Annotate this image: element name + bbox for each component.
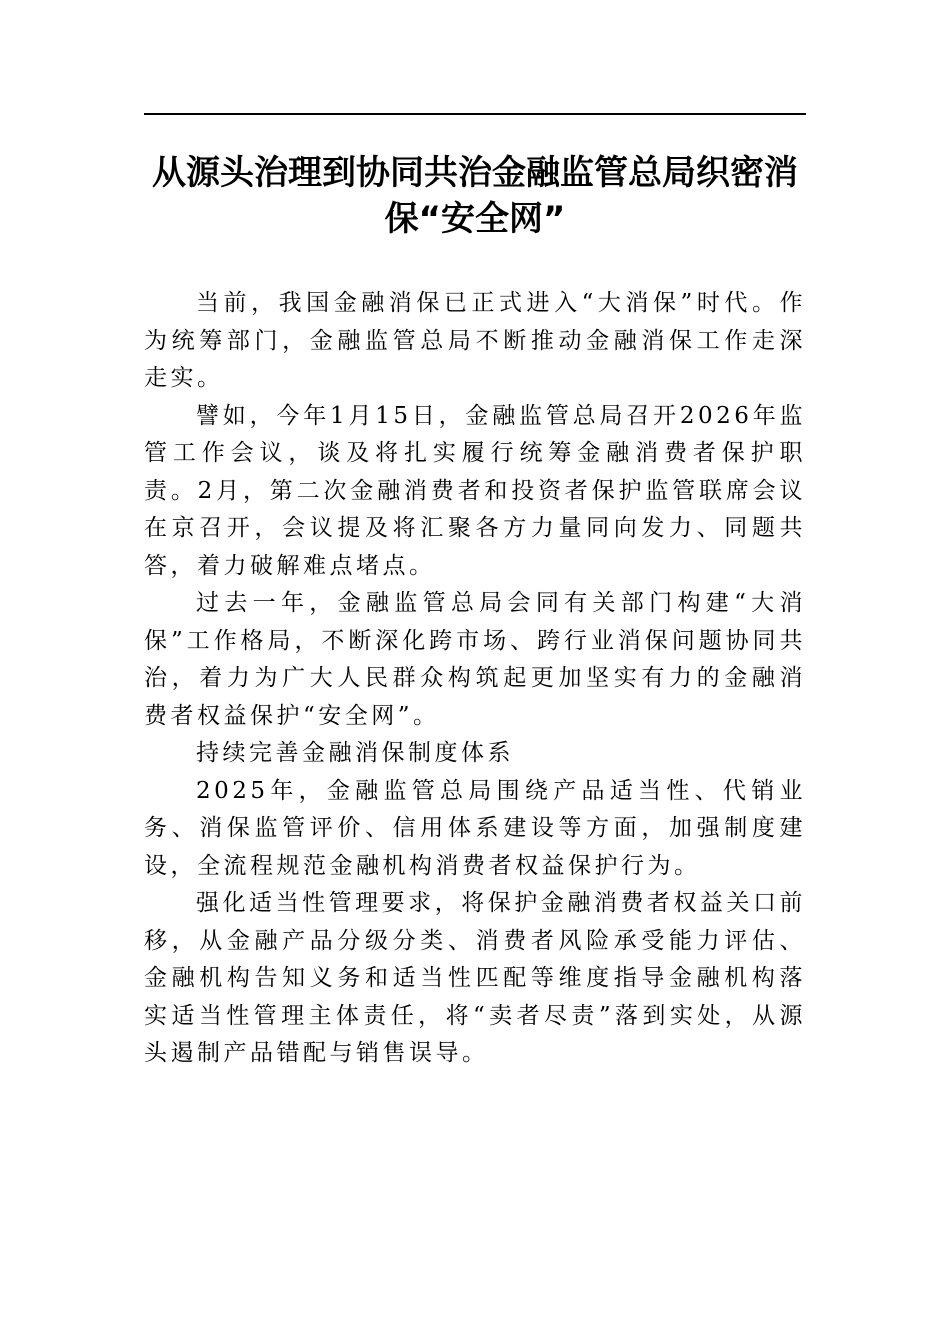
document-title: 从源头治理到协同共治金融监管总局织密消保“安全网” [152, 153, 798, 239]
paragraph-suitability: 强化适当性管理要求，将保护金融消费者权益关口前移，从金融产品分级分类、消费者风险承受能力评估、金融机构告知义务和适当性匹配等维度指导金融机构落实适当性管理主体责任，将“卖者尽责”落到实处，从源头遏制产品错配与销售误导。 [144, 890, 806, 1066]
section-heading: 持续完善金融消保制度体系 [196, 740, 514, 766]
paragraph-past-year: 过去一年，金融监管总局会同有关部门构建“大消保”工作格局，不断深化跨市场、跨行业消保问题协同共治，着力为广大人民群众构筑起更加坚实有力的金融消费者权益保护“安全网”。 [144, 590, 806, 729]
paragraph-intro: 当前，我国金融消保已正式进入“大消保”时代。作为统筹部门，金融监管总局不断推动金融消保工作走深走实。 [144, 290, 806, 391]
paragraph-2025: 2025年，金融监管总局围绕产品适当性、代销业务、消保监管评价、信用体系建设等方面，加强制度建设，全流程规范金融机构消费者权益保护行为。 [144, 777, 806, 879]
document-body [144, 285, 806, 1073]
paragraph-example: 譬如，今年1月15日，金融监管总局召开2026年监管工作会议，谈及将扎实履行统筹金融消费者保护职责。2月，第二次金融消费者和投资者保护监管联席会议在京召开，会议提及将汇聚各方力量同向发力、同题共答，着力破解难点堵点。 [144, 402, 806, 579]
header-rule [144, 113, 806, 115]
